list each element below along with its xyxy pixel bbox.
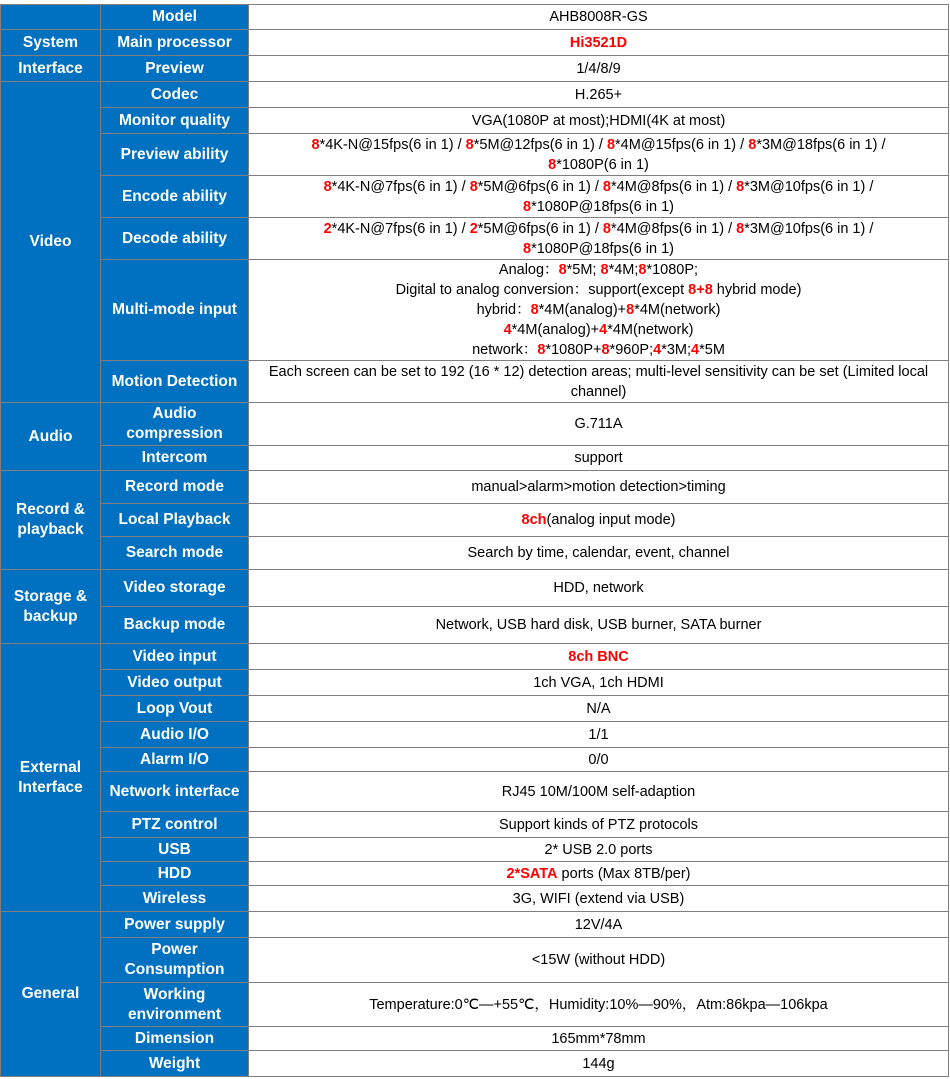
value-text: *4M@8fps(6 in 1) / xyxy=(611,220,737,237)
highlighted-value: 8 xyxy=(602,178,611,195)
feature-network-interface: Network interface xyxy=(101,772,249,812)
value-text: manual>alarm>motion detection>timing xyxy=(471,479,726,495)
highlighted-value: 8ch xyxy=(521,512,547,528)
value-decode-ability xyxy=(249,218,949,260)
table-row xyxy=(1,30,949,56)
value-text: VGA(1080P at most);HDMI(4K at most) xyxy=(471,112,726,129)
value-motion-detection xyxy=(249,361,949,403)
table-row xyxy=(1,1027,949,1051)
value-main-processor xyxy=(249,30,949,56)
table-row xyxy=(1,537,949,570)
value-multi-mode-input xyxy=(249,260,949,361)
feature-power-consumption: Power Consumption xyxy=(101,938,249,983)
highlighted-value: 4 xyxy=(503,322,512,338)
table-row xyxy=(1,912,949,938)
value-text: *5M; xyxy=(566,262,601,278)
value-power-consumption xyxy=(249,938,949,983)
value-working-environment xyxy=(249,983,949,1027)
value-text: support xyxy=(574,450,623,466)
category-record-playback: Record & playback xyxy=(1,471,101,570)
feature-motion-detection: Motion Detection xyxy=(101,361,249,403)
feature-hdd: HDD xyxy=(101,862,249,886)
category-audio: Audio xyxy=(1,403,101,471)
feature-ptz-control: PTZ control xyxy=(101,812,249,838)
value-text: *3M@10fps(6 in 1) / xyxy=(744,220,874,237)
value-text: <15W (without HDD) xyxy=(531,952,666,968)
highlighted-value: 8 xyxy=(548,156,557,173)
value-video-input xyxy=(249,644,949,670)
value-text: *4K-N@7fps(6 in 1) / xyxy=(331,178,470,195)
value-text: *4K-N@7fps(6 in 1) / xyxy=(331,220,470,237)
value-text: *5M@6fps(6 in 1) / xyxy=(477,220,603,237)
highlighted-value: 8 xyxy=(523,240,532,257)
highlighted-value: 2 xyxy=(323,220,332,237)
value-text: Each screen can be set to 192 (16 * 12) detection areas; multi-level sensitivity can be set (Limited local channel) xyxy=(268,363,929,400)
feature-preview: Preview xyxy=(101,56,249,82)
feature-video-input: Video input xyxy=(101,644,249,670)
table-row xyxy=(1,56,949,82)
value-power-supply xyxy=(249,912,949,938)
table-row xyxy=(1,134,949,176)
feature-working-environment: Working environment xyxy=(101,983,249,1027)
value-alarm-i-o xyxy=(249,748,949,772)
feature-dimension: Dimension xyxy=(101,1027,249,1051)
feature-video-storage: Video storage xyxy=(101,570,249,607)
feature-codec: Codec xyxy=(101,82,249,108)
table-row xyxy=(1,696,949,722)
highlighted-value: 8 xyxy=(537,342,546,358)
value-codec xyxy=(249,82,949,108)
table-row xyxy=(1,5,949,30)
feature-monitor-quality: Monitor quality xyxy=(101,108,249,134)
table-row xyxy=(1,607,949,644)
value-text: *5M xyxy=(699,342,725,358)
value-text: H.265+ xyxy=(574,86,623,103)
value-model xyxy=(249,5,949,30)
highlighted-value: 8 xyxy=(736,220,745,237)
value-text: *960P; xyxy=(609,342,654,358)
table-row xyxy=(1,670,949,696)
highlighted-value: 8 xyxy=(523,198,532,215)
highlighted-value: 2 xyxy=(469,220,478,237)
highlighted-value: 8ch BNC xyxy=(568,648,629,665)
value-text: Digital to analog conversion：support(except xyxy=(395,282,689,298)
highlighted-value: 8+8 xyxy=(688,282,713,298)
value-text: Analog： xyxy=(498,262,559,278)
value-ptz-control xyxy=(249,812,949,838)
value-text: Temperature:0℃—+55℃，Humidity:10%—90%，Atm:86kpa—106kpa xyxy=(369,996,828,1013)
value-intercom xyxy=(249,446,949,471)
table-row xyxy=(1,471,949,504)
table-row xyxy=(1,644,949,670)
value-text: *4M@15fps(6 in 1) / xyxy=(615,136,749,153)
value-text: *1080P@18fps(6 in 1) xyxy=(531,198,674,215)
table-row xyxy=(1,218,949,260)
table-row xyxy=(1,983,949,1027)
value-text: *4M(network) xyxy=(634,302,721,318)
highlighted-value: 4 xyxy=(653,342,662,358)
highlighted-value: 4 xyxy=(691,342,700,358)
spec-table xyxy=(0,4,949,1077)
highlighted-value: 8 xyxy=(602,220,611,237)
table-row xyxy=(1,838,949,862)
feature-usb: USB xyxy=(101,838,249,862)
value-text: *4M@8fps(6 in 1) / xyxy=(611,178,737,195)
value-text: 1ch VGA, 1ch HDMI xyxy=(533,674,664,691)
feature-model: Model xyxy=(101,5,249,30)
value-text: AHB8008R-GS xyxy=(549,9,648,25)
value-text: 165mm*78mm xyxy=(551,1030,646,1047)
table-row xyxy=(1,886,949,912)
feature-multi-mode-input: Multi-mode input xyxy=(101,260,249,361)
value-loop-vout xyxy=(249,696,949,722)
value-text: 1/1 xyxy=(588,726,609,743)
highlighted-value: 4 xyxy=(599,322,608,338)
value-text: 1/4/8/9 xyxy=(576,60,621,77)
value-record-mode xyxy=(249,471,949,504)
table-row xyxy=(1,260,949,361)
value-text: 0/0 xyxy=(588,751,609,768)
value-search-mode xyxy=(249,537,949,570)
feature-wireless: Wireless xyxy=(101,886,249,912)
highlighted-value: 8 xyxy=(530,302,539,318)
value-text: *1080P; xyxy=(646,262,699,278)
table-row xyxy=(1,772,949,812)
value-network-interface xyxy=(249,772,949,812)
value-text: ports (Max 8TB/per) xyxy=(557,865,691,882)
feature-backup-mode: Backup mode xyxy=(101,607,249,644)
value-audio-i-o xyxy=(249,722,949,748)
feature-main-processor: Main processor xyxy=(101,30,249,56)
value-text: 144g xyxy=(582,1055,615,1072)
table-row xyxy=(1,722,949,748)
feature-record-mode: Record mode xyxy=(101,471,249,504)
table-row xyxy=(1,82,949,108)
category-model xyxy=(1,5,101,30)
highlighted-value: 8 xyxy=(323,178,332,195)
category-system: System xyxy=(1,30,101,56)
value-audio-compression xyxy=(249,403,949,446)
table-row xyxy=(1,403,949,446)
value-text: *3M@18fps(6 in 1) / xyxy=(756,136,886,153)
highlighted-value: 8 xyxy=(626,302,635,318)
category-storage-backup: Storage & backup xyxy=(1,570,101,644)
feature-local-playback: Local Playback xyxy=(101,504,249,537)
value-text: *1080P@18fps(6 in 1) xyxy=(531,240,674,257)
value-text: *3M; xyxy=(661,342,692,358)
table-row xyxy=(1,570,949,607)
category-general: General xyxy=(1,912,101,1077)
highlighted-value: 2*SATA xyxy=(506,865,558,882)
value-wireless xyxy=(249,886,949,912)
value-preview-ability xyxy=(249,134,949,176)
value-usb xyxy=(249,838,949,862)
value-text: Support kinds of PTZ protocols xyxy=(498,816,699,833)
highlighted-value: 8 xyxy=(311,136,320,153)
value-text: *4K-N@15fps(6 in 1) / xyxy=(319,136,466,153)
highlighted-value: 8 xyxy=(600,262,609,278)
value-text: *1080P+ xyxy=(545,342,602,358)
value-text: Search by time, calendar, event, channel xyxy=(467,545,730,561)
value-text: HDD, network xyxy=(553,580,644,596)
feature-decode-ability: Decode ability xyxy=(101,218,249,260)
value-text: *1080P(6 in 1) xyxy=(556,156,649,173)
value-text: 2* USB 2.0 ports xyxy=(544,841,653,858)
category-interface: Interface xyxy=(1,56,101,82)
feature-preview-ability: Preview ability xyxy=(101,134,249,176)
value-text: 3G, WIFI (extend via USB) xyxy=(512,890,685,907)
value-backup-mode xyxy=(249,607,949,644)
feature-audio-compression: Audio compression xyxy=(101,403,249,446)
value-monitor-quality xyxy=(249,108,949,134)
table-row xyxy=(1,504,949,537)
highlighted-value: 8 xyxy=(606,136,616,153)
feature-intercom: Intercom xyxy=(101,446,249,471)
table-row xyxy=(1,862,949,886)
value-text: G.711A xyxy=(574,416,623,432)
highlighted-value: Hi3521D xyxy=(569,34,628,51)
value-text: *4M(analog)+ xyxy=(538,302,627,318)
value-text: Network, USB hard disk, USB burner, SATA burner xyxy=(435,617,762,633)
highlighted-value: 8 xyxy=(638,262,647,278)
feature-power-supply: Power supply xyxy=(101,912,249,938)
value-hdd xyxy=(249,862,949,886)
table-row xyxy=(1,938,949,983)
feature-encode-ability: Encode ability xyxy=(101,176,249,218)
table-row xyxy=(1,1051,949,1077)
value-text: network： xyxy=(472,342,538,358)
table-row xyxy=(1,108,949,134)
table-row xyxy=(1,176,949,218)
table-row xyxy=(1,748,949,772)
value-text: *5M@12fps(6 in 1) / xyxy=(473,136,607,153)
value-dimension xyxy=(249,1027,949,1051)
feature-alarm-i-o: Alarm I/O xyxy=(101,748,249,772)
value-video-output xyxy=(249,670,949,696)
value-text: *5M@6fps(6 in 1) / xyxy=(477,178,603,195)
highlighted-value: 8 xyxy=(558,262,567,278)
table-row xyxy=(1,361,949,403)
value-text: RJ45 10M/100M self-adaption xyxy=(501,783,696,800)
category-external-interface: External Interface xyxy=(1,644,101,912)
table-row xyxy=(1,812,949,838)
value-text: *4M(analog)+ xyxy=(511,322,600,338)
value-text: *3M@10fps(6 in 1) / xyxy=(744,178,874,195)
value-text: (analog input mode) xyxy=(546,512,676,528)
value-text: N/A xyxy=(586,700,611,717)
feature-audio-i-o: Audio I/O xyxy=(101,722,249,748)
feature-weight: Weight xyxy=(101,1051,249,1077)
value-local-playback xyxy=(249,504,949,537)
value-encode-ability xyxy=(249,176,949,218)
highlighted-value: 8 xyxy=(601,342,610,358)
value-video-storage xyxy=(249,570,949,607)
highlighted-value: 8 xyxy=(748,136,757,153)
table-row xyxy=(1,446,949,471)
feature-video-output: Video output xyxy=(101,670,249,696)
spec-table-body xyxy=(1,5,949,1077)
value-preview xyxy=(249,56,949,82)
value-text: 12V/4A xyxy=(574,916,623,933)
highlighted-value: 8 xyxy=(736,178,745,195)
feature-loop-vout: Loop Vout xyxy=(101,696,249,722)
highlighted-value: 8 xyxy=(469,178,478,195)
value-text: hybrid： xyxy=(476,302,531,318)
feature-search-mode: Search mode xyxy=(101,537,249,570)
category-video: Video xyxy=(1,82,101,403)
highlighted-value: 8 xyxy=(465,136,474,153)
value-text: *4M; xyxy=(608,262,639,278)
value-text: hybrid mode) xyxy=(712,282,802,298)
value-weight xyxy=(249,1051,949,1077)
value-text: *4M(network) xyxy=(607,322,694,338)
